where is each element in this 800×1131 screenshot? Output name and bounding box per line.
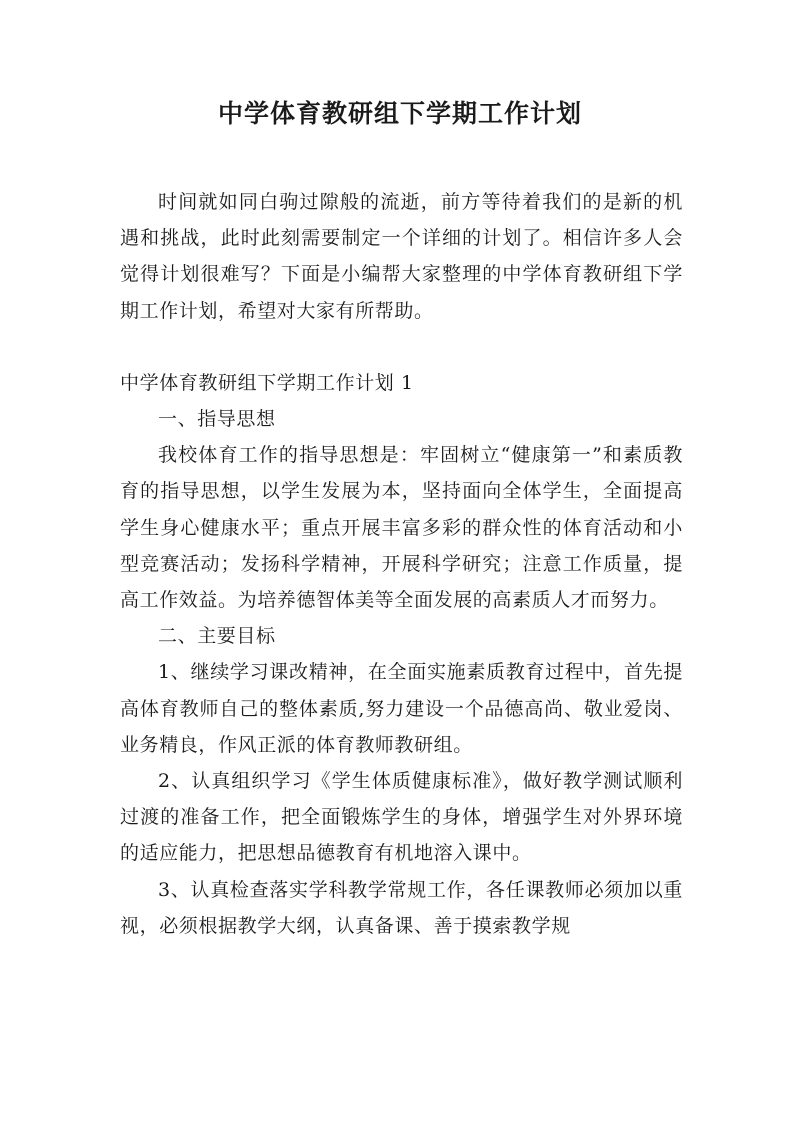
- intro-paragraph: 时间就如同白驹过隙般的流逝，前方等待着我们的是新的机遇和挑战，此时此刻需要制定一个详细的计划了。相信许多人会觉得计划很难写？下面是小编帮大家整理的中学体育教研组下学期工作计划，希望对大家有所帮助。: [120, 191, 683, 322]
- goal-item-3: 3、认真检查落实学科教学常规工作，各任课教师必须加以重视，必须根据教学大纲，认真备课、善于摸索教学规: [120, 878, 683, 937]
- plan-heading: 中学体育教研组下学期工作计划 1: [120, 371, 414, 394]
- section-main-goals-title: 二、主要目标: [158, 625, 276, 648]
- section-guiding-ideology-text: 我校体育工作的指导思想是：牢固树立“健康第一”和素质教育的指导思想，以学生发展为本，坚持面向全体学生，全面提高学生身心健康水平；重点开展丰富多彩的群众性的体育活动和小型竞赛活动；发扬科学精神，开展科学研究；注意工作质量，提高工作效益。为培养德智体美等全面发展的高素质人才而努力。: [120, 444, 683, 612]
- document-body: [120, 184, 683, 944]
- goal-item-1: 1、继续学习课改精神，在全面实施素质教育过程中，首先提高体育教师自己的整体素质,努力建设一个品德高尚、敬业爱岗、业务精良，作风正派的体育教师教研组。: [120, 661, 683, 756]
- goal-item-2: 2、认真组织学习《学生体质健康标准》，做好教学测试顺利过渡的准备工作，把全面锻炼学生的身体，增强学生对外界环境的适应能力，把思想品德教育有机地溶入课中。: [120, 770, 683, 865]
- section-guiding-ideology-title: 一、指导思想: [158, 408, 276, 431]
- document-title: 中学体育教研组下学期工作计划: [217, 99, 582, 128]
